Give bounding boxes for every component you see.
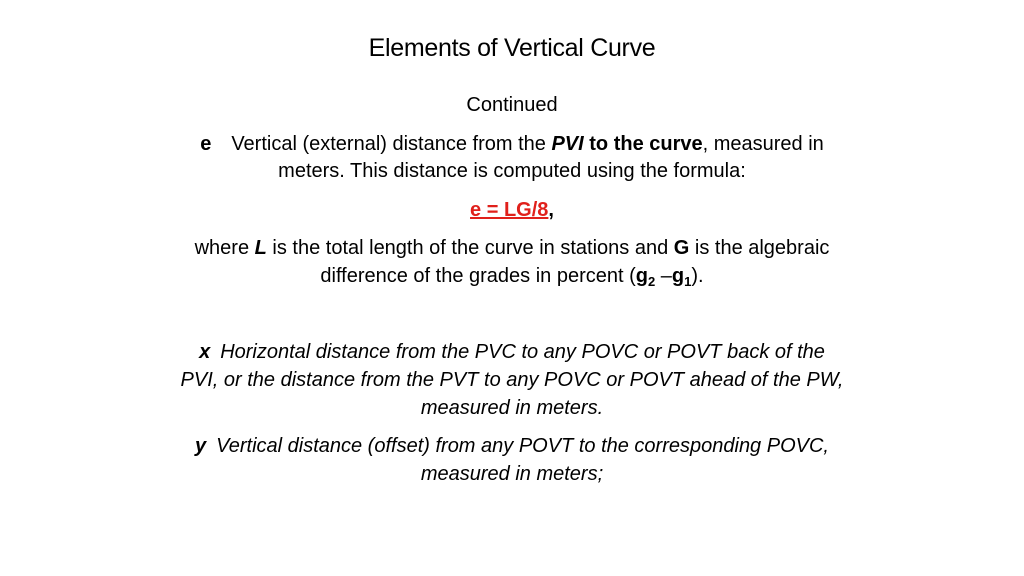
x-text-1: Horizontal distance from the PVC to any POVC or POVT back of the: [220, 341, 825, 363]
G-symbol: G: [673, 237, 690, 259]
where-line-2: [0, 262, 1024, 290]
pvi-term: PVI: [551, 133, 584, 155]
e-text-1: Vertical (external) distance from the: [231, 133, 552, 155]
e-definition-line-1: [0, 130, 1024, 158]
x-definition-line-1: [0, 338, 1024, 366]
e-text-2: , measured in: [702, 133, 824, 155]
formula-comma: ,: [548, 199, 554, 221]
y-text-1: Vertical distance (offset) from any POVT to the corresponding POVC,: [216, 435, 829, 457]
y-symbol: y: [195, 435, 207, 457]
continued-label: Continued: [466, 94, 558, 116]
where-text-2: is the total length of the curve in stations and: [266, 237, 674, 259]
slide-title: Elements of Vertical Curve: [368, 34, 656, 62]
where-text-1: where: [194, 237, 255, 259]
where-end: ).: [691, 265, 704, 287]
x-symbol: x: [199, 341, 211, 363]
g1-symbol: $g_1$: [671, 265, 692, 289]
where-text-3: is the algebraic: [689, 237, 830, 259]
y-definition-line-1: [0, 432, 1024, 460]
formula: e = LG/8: [470, 199, 549, 221]
e-definition-line-2: meters. This distance is computed using the formula:: [278, 160, 746, 182]
x-definition-line-3: measured in meters.: [420, 397, 604, 419]
formula-line: [0, 196, 1024, 224]
to-curve-term: to the curve: [583, 133, 703, 155]
y-definition-line-2: measured in meters;: [420, 463, 604, 485]
minus-sign: –: [655, 265, 672, 287]
where-text-4: difference of the grades in percent (: [320, 265, 636, 287]
x-definition-line-2: PVI, or the distance from the PVT to any POVC or POVT ahead of the PW,: [180, 369, 844, 391]
L-symbol: L: [254, 237, 267, 259]
g2-symbol: $g_2$: [635, 265, 656, 289]
where-line-1: [0, 234, 1024, 262]
e-symbol: e: [200, 133, 212, 155]
